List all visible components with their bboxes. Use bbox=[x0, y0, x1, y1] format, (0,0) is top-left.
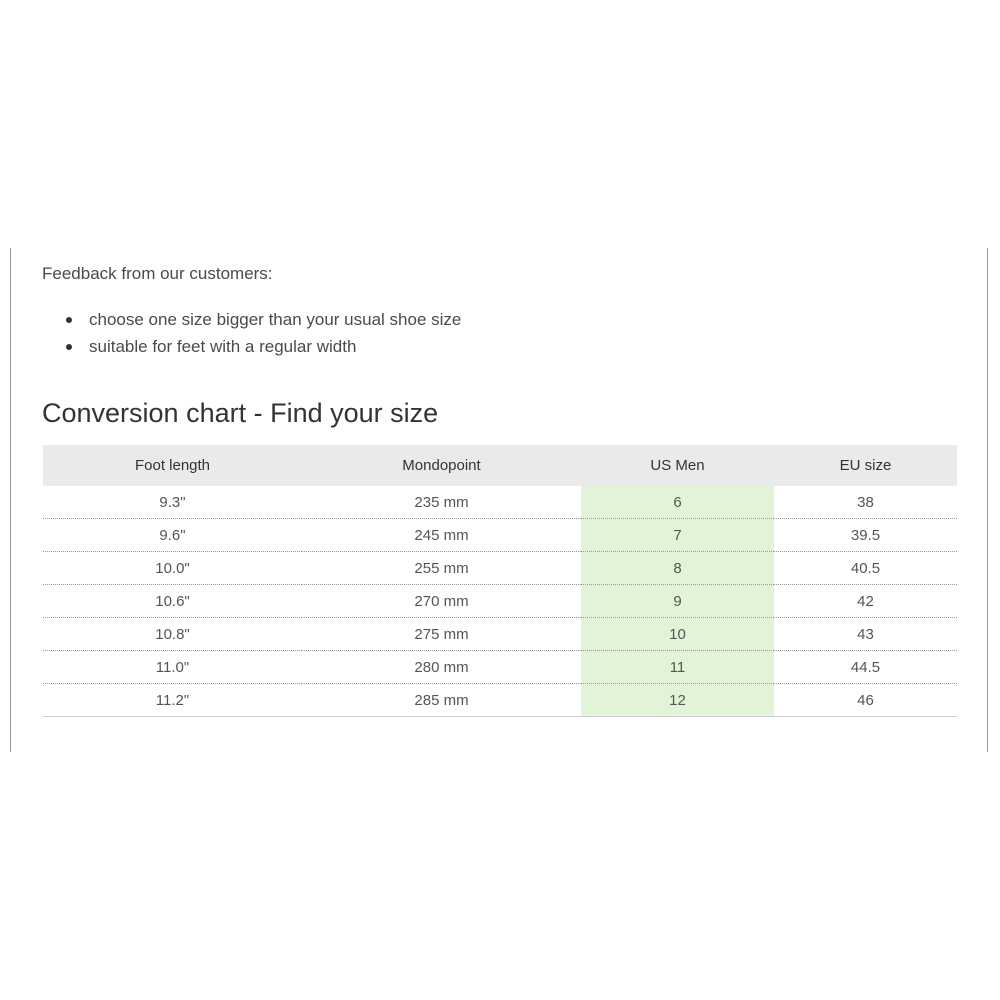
header-foot-length: Foot length bbox=[43, 445, 302, 486]
cell-eu-size: 44.5 bbox=[774, 651, 957, 684]
feedback-item bbox=[42, 333, 461, 360]
cell-eu-size: 43 bbox=[774, 618, 957, 651]
cell-foot-length: 10.6" bbox=[43, 585, 302, 618]
cell-us-men: 10 bbox=[581, 618, 774, 651]
table-row bbox=[43, 519, 957, 552]
cell-mondopoint: 270 mm bbox=[302, 585, 581, 618]
cell-eu-size: 42 bbox=[774, 585, 957, 618]
bullet-icon bbox=[66, 317, 72, 323]
cell-mondopoint: 255 mm bbox=[302, 552, 581, 585]
cell-mondopoint: 275 mm bbox=[302, 618, 581, 651]
header-mondopoint: Mondopoint bbox=[302, 445, 581, 486]
cell-eu-size: 46 bbox=[774, 684, 957, 717]
size-info-panel bbox=[10, 248, 988, 752]
cell-foot-length: 9.6" bbox=[43, 519, 302, 552]
table-row bbox=[43, 486, 957, 519]
table-row bbox=[43, 585, 957, 618]
cell-mondopoint: 245 mm bbox=[302, 519, 581, 552]
cell-eu-size: 40.5 bbox=[774, 552, 957, 585]
table-row bbox=[43, 651, 957, 684]
cell-foot-length: 10.0" bbox=[43, 552, 302, 585]
feedback-item-text: suitable for feet with a regular width bbox=[89, 337, 357, 356]
cell-us-men: 9 bbox=[581, 585, 774, 618]
feedback-list bbox=[42, 306, 461, 360]
chart-title: Conversion chart - Find your size bbox=[42, 398, 439, 428]
header-eu-size: EU size bbox=[774, 445, 957, 486]
feedback-item bbox=[42, 306, 461, 333]
cell-mondopoint: 235 mm bbox=[302, 486, 581, 519]
feedback-item-text: choose one size bigger than your usual shoe size bbox=[89, 310, 462, 329]
table-row bbox=[43, 552, 957, 585]
cell-eu-size: 39.5 bbox=[774, 519, 957, 552]
table-row bbox=[43, 684, 957, 717]
cell-foot-length: 11.2" bbox=[43, 684, 302, 717]
cell-us-men: 11 bbox=[581, 651, 774, 684]
cell-eu-size: 38 bbox=[774, 486, 957, 519]
table-row bbox=[43, 618, 957, 651]
table-header-row bbox=[43, 445, 957, 486]
cell-mondopoint: 280 mm bbox=[302, 651, 581, 684]
cell-mondopoint: 285 mm bbox=[302, 684, 581, 717]
cell-us-men: 8 bbox=[581, 552, 774, 585]
size-conversion-table bbox=[43, 445, 957, 717]
cell-us-men: 12 bbox=[581, 684, 774, 717]
feedback-intro: Feedback from our customers: bbox=[42, 264, 273, 283]
cell-foot-length: 10.8" bbox=[43, 618, 302, 651]
bullet-icon bbox=[66, 344, 72, 350]
cell-us-men: 7 bbox=[581, 519, 774, 552]
cell-foot-length: 9.3" bbox=[43, 486, 302, 519]
cell-us-men: 6 bbox=[581, 486, 774, 519]
header-us-men: US Men bbox=[581, 445, 774, 486]
cell-foot-length: 11.0" bbox=[43, 651, 302, 684]
